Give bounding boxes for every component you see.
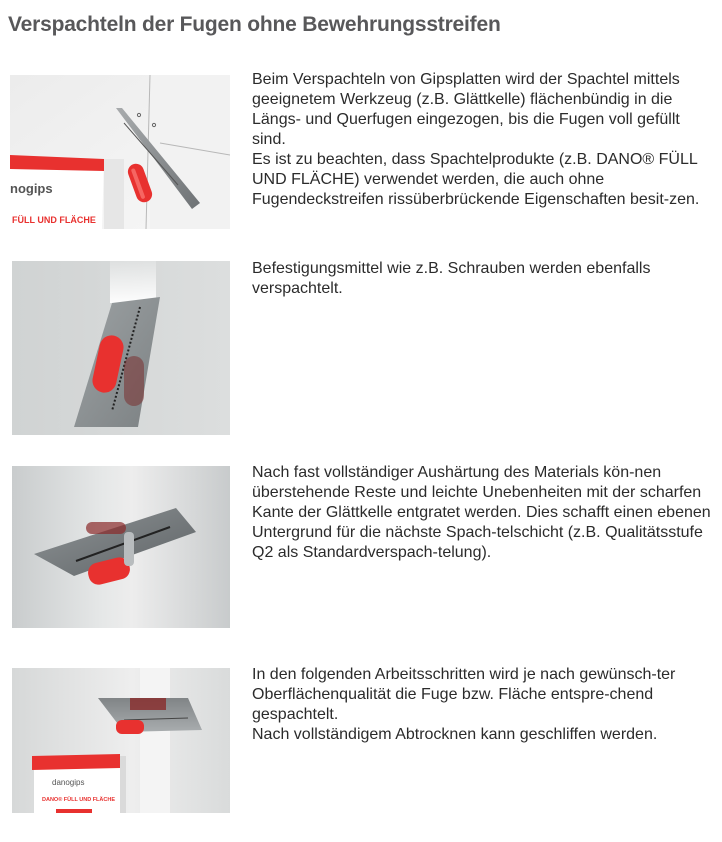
page-title: Verspachteln der Fugen ohne Bewehrungsstreifen xyxy=(8,13,501,36)
bag-product-text: DANO® FÜLL UND FLÄCHE xyxy=(42,797,116,803)
step-4-paragraph-1: In den folgenden Arbeitsschritten wird je nach gewünsch-ter Oberflächenqualität die Fuge bzw. Fläche entspre-chend gespachtelt. xyxy=(252,666,676,723)
step-2-text xyxy=(252,259,712,299)
step-1-image xyxy=(10,75,230,229)
step-2-paragraph-1: Befestigungsmittel wie z.B. Schrauben werden ebenfalls verspachtelt. xyxy=(252,260,651,297)
step-4-text xyxy=(252,665,712,745)
step-3-paragraph-1: Nach fast vollständiger Aushärtung des Materials kön-nen überstehende Reste und leichte Unebenheiten mit der scharfen Kante der Glättkelle entgratet werden. Dies schafft einen ebenen Untergrund für die nächste Spach-telschicht (z.B. Qualitätsstufe Q2 als Standardverspach-telung). xyxy=(252,464,711,561)
step-3-image xyxy=(12,466,230,628)
bag-product-text: FÜLL UND FLÄCHE xyxy=(12,215,96,225)
step-4-image xyxy=(12,668,230,813)
step-4-paragraph-2: Nach vollständigem Abtrocknen kann geschliffen werden. xyxy=(252,726,658,743)
bag-brand-text: danogips xyxy=(52,778,85,787)
step-2-image xyxy=(12,261,230,435)
bag-brand-text: nogips xyxy=(10,181,53,196)
step-1-paragraph-1: Beim Verspachteln von Gipsplatten wird der Spachtel mittels geeignetem Werkzeug (z.B. Glättkelle) flächenbündig in die Längs- und Querfugen eingezogen, bis die Fugen voll gefüllt sind. xyxy=(252,71,680,148)
step-1-text xyxy=(252,70,712,210)
step-1-paragraph-2: Es ist zu beachten, dass Spachtelprodukte (z.B. DANO® FÜLL UND FLÄCHE) verwendet werden, die auch ohne Fugendeckstreifen rissüberbrückende Eigenschaften besit-zen. xyxy=(252,151,700,208)
step-3-text xyxy=(252,463,712,563)
